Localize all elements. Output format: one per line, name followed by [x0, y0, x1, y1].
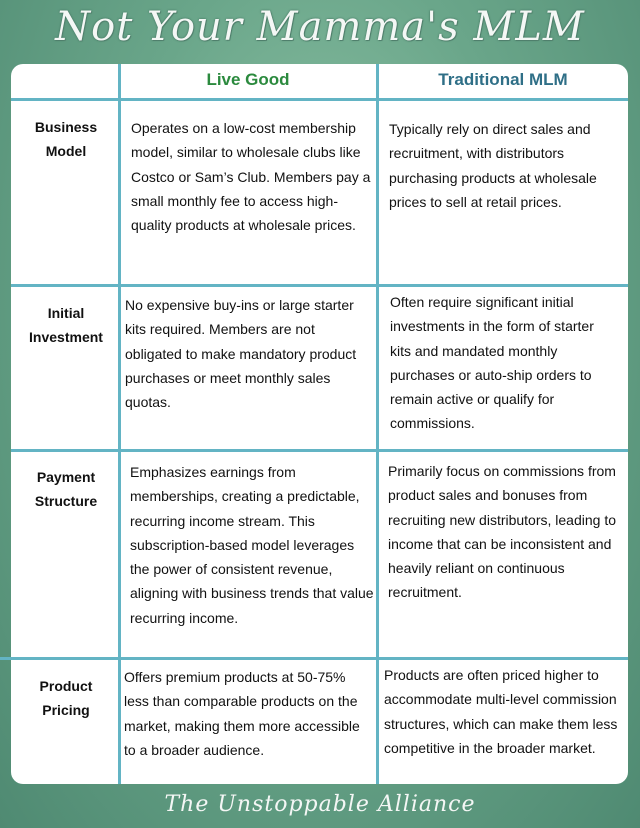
grid-divider: [11, 284, 628, 287]
row-label-product-pricing: [14, 674, 118, 722]
grid-divider: [376, 64, 379, 784]
row-label-line: Product: [39, 678, 93, 694]
column-header-live-good: Live Good: [206, 70, 290, 89]
row-label-line: Structure: [34, 493, 98, 509]
footer-signature: The Unstoppable Alliance: [164, 792, 476, 817]
row-label-line: Business: [34, 119, 98, 135]
column-header-traditional-mlm: Traditional MLM: [438, 70, 568, 89]
cell-traditional-payment-structure: Primarily focus on commissions from product sales and bonuses from recruiting new distributors, leading to income that can be inconsistent and heavily reliant on continuous recruitment.: [388, 463, 617, 601]
cell-traditional-product-pricing: Products are often priced higher to accommodate multi-level commission structures, which can make them less competitive in the broader market.: [384, 667, 618, 756]
row-label-payment-structure: [14, 465, 118, 513]
row-label-initial-investment: [14, 301, 118, 349]
grid-divider: [11, 449, 628, 452]
row-label-business-model: [14, 115, 118, 163]
row-label-line: Investment: [29, 329, 103, 345]
row-label-line: Initial: [47, 305, 85, 321]
grid-divider: [118, 64, 121, 784]
cell-live-good-product-pricing: Offers premium products at 50-75% less than comparable products on the market, making them more accessible to a broader audience.: [124, 669, 360, 758]
cell-live-good-payment-structure: Emphasizes earnings from memberships, creating a predictable, recurring income stream. This subscription-based model leverages the power of consistent revenue, aligning with business trends that value recurring income.: [130, 464, 374, 626]
cell-traditional-initial-investment: Often require significant initial investments in the form of starter kits and mandated monthly purchases or auto-ship orders to remain active or qualify for commissions.: [390, 294, 594, 432]
row-label-line: Payment: [36, 469, 96, 485]
cell-live-good-initial-investment: No expensive buy-ins or large starter kits required. Members are not obligated to make mandatory product purchases or meet monthly sales quotas.: [125, 297, 357, 411]
page-title: Not Your Mamma's MLM: [55, 4, 585, 50]
row-label-line: Model: [45, 143, 87, 159]
grid-divider: [0, 657, 628, 660]
row-label-line: Pricing: [42, 702, 90, 718]
grid-divider: [11, 98, 628, 101]
cell-traditional-business-model: Typically rely on direct sales and recruitment, with distributors purchasing products at wholesale prices to sell at retail prices.: [389, 121, 597, 210]
cell-live-good-business-model: Operates on a low-cost membership model, similar to wholesale clubs like Costco or Sam’s Club. Members pay a small monthly fee to access high-quality products at wholesale prices.: [131, 120, 371, 234]
